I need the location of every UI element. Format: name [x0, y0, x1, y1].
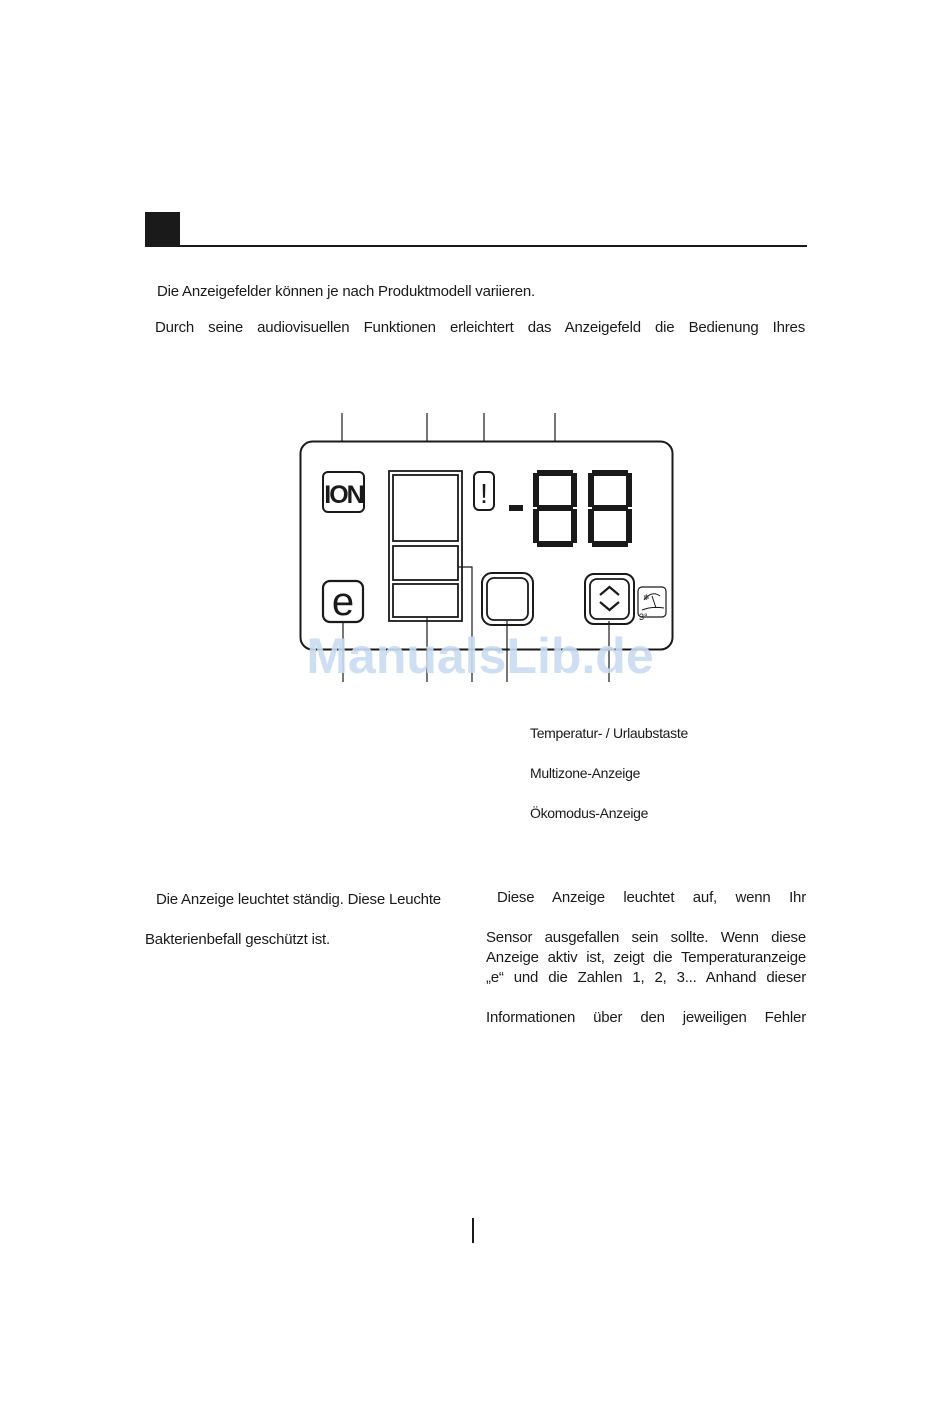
header-rule [145, 245, 807, 247]
right-column-line-1: Diese Anzeige leuchtet auf, wenn Ihr [497, 889, 806, 906]
legend-item-multizone: Multizone-Anzeige [530, 765, 641, 781]
page-marker [472, 1218, 474, 1243]
vacation-sub-label: 3° [639, 612, 648, 622]
legend-item-eco-mode: Ökomodus-Anzeige [530, 805, 649, 821]
right-column-line-5: Informationen über den jeweiligen Fehler [486, 1009, 806, 1026]
right-column-line-3: Anzeige aktiv ist, zeigt die Temperaturanzeige [486, 949, 806, 966]
intro-line: Durch seine audiovisuellen Funktionen erleichtert das Anzeigefeld die Bedienung Ihres [155, 319, 805, 336]
right-column-line-2: Sensor ausgefallen sein sollte. Wenn diese [486, 929, 806, 946]
snow-icon: ❄ [643, 593, 650, 602]
left-column-line-1: Die Anzeige leuchtet ständig. Diese Leuchte [156, 891, 441, 908]
temperature-minus-sign [509, 505, 523, 511]
intro-note: Die Anzeigefelder können je nach Produktmodell variieren. [157, 283, 535, 300]
left-column-line-2: Bakterienbefall geschützt ist. [145, 931, 330, 948]
right-column-line-4: „e“ und die Zahlen 1, 2, 3... Anhand dieser [486, 969, 806, 986]
section-marker [145, 212, 180, 247]
ion-label: ION [324, 481, 363, 509]
watermark: ManualsLib.de [306, 628, 654, 684]
eco-label: e [331, 580, 355, 624]
alarm-label: ! [480, 478, 488, 509]
legend-item-temperature-button: Temperatur- / Urlaubstaste [530, 725, 688, 741]
